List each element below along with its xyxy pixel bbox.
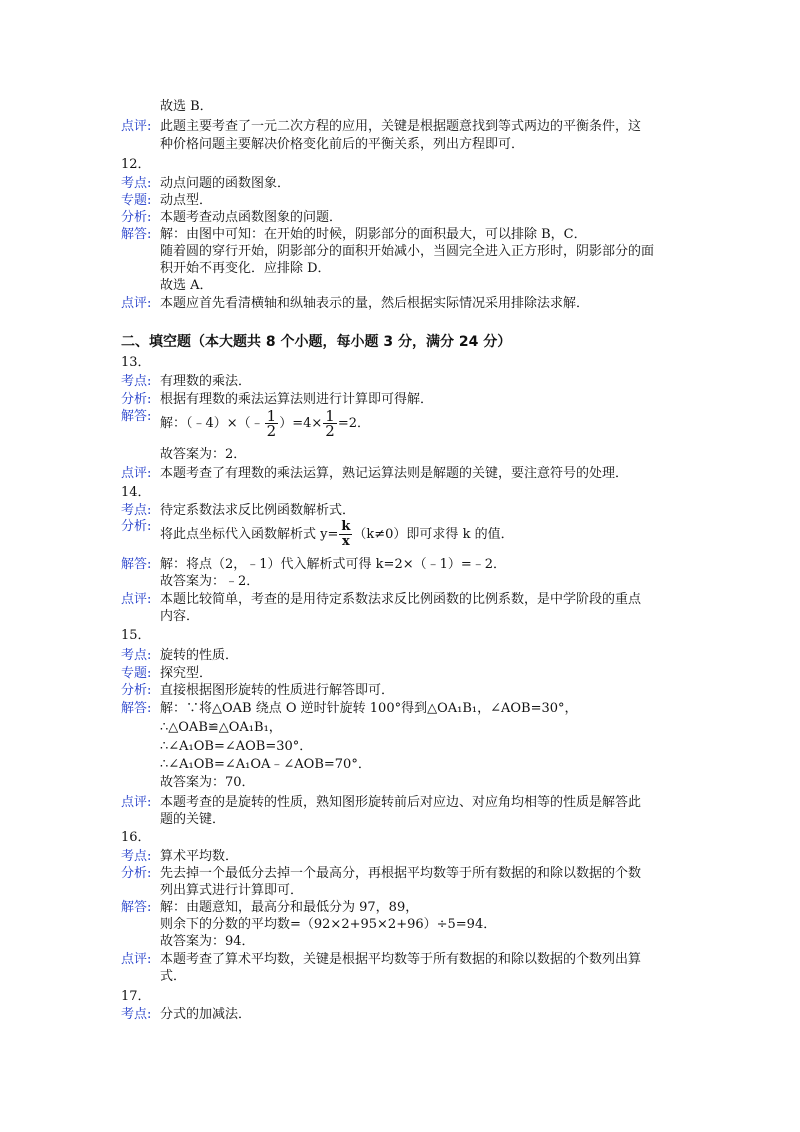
- comment-label: 点评:: [121, 795, 152, 810]
- q14-comment-line: 内容．: [160, 609, 200, 624]
- question-number: 12．: [121, 157, 151, 172]
- q15-answer: 故答案为：70．: [160, 775, 255, 790]
- fraction-numerator: k: [341, 519, 351, 534]
- point-label: 考点:: [121, 849, 152, 864]
- q13-solution-formula: [160, 409, 370, 439]
- question-number: 15．: [121, 628, 151, 643]
- topic-label: 专题:: [121, 666, 152, 681]
- fraction-numerator: 1: [266, 407, 277, 425]
- comment-label: 点评:: [121, 119, 152, 134]
- q15-topic: 探究型．: [160, 666, 213, 681]
- q14-solution: 解：将点（2，﹣1）代入解析式可得 k=2×（﹣1）=﹣2．: [160, 557, 507, 572]
- q16-analysis-line: 列出算式进行计算即可．: [160, 883, 304, 898]
- question-number: 17．: [121, 989, 151, 1004]
- top-comment-line: 种价格问题主要解决价格变化前后的平衡关系，列出方程即可．: [160, 137, 525, 152]
- q15-comment-line: 本题考查的是旋转的性质，熟知图形旋转前后对应边、对应角均相等的性质是解答此: [160, 795, 642, 810]
- q16-point: 算术平均数．: [160, 849, 239, 864]
- top-conclusion: 故选 B．: [160, 99, 213, 114]
- analysis-label: 分析:: [121, 392, 152, 407]
- analysis-label: 分析:: [121, 210, 152, 225]
- q12-point: 动点问题的函数图象．: [160, 176, 291, 191]
- q16-analysis-line: 先去掉一个最低分去掉一个最高分，再根据平均数等于所有数据的和除以数据的个数: [160, 866, 642, 881]
- q13-analysis: 根据有理数的乘法运算法则进行计算即可得解．: [160, 392, 434, 407]
- point-label: 考点:: [121, 648, 152, 663]
- fraction: [323, 409, 337, 438]
- analysis-label: 分析:: [121, 866, 152, 881]
- solution-label: 解答:: [121, 409, 152, 424]
- question-number: 16．: [121, 830, 151, 845]
- q16-solution-line: 解：由题意知，最高分和最低分为 97，89，: [160, 900, 419, 915]
- q12-comment: 本题应首先看清横轴和纵轴表示的量，然后根据实际情况采用排除法求解．: [160, 296, 590, 311]
- solution-label: 解答:: [121, 701, 152, 716]
- q13-answer: 故答案为：2．: [160, 447, 247, 462]
- q15-solution-line: 解：∵将△OAB 绕点 O 逆时针旋转 100°得到△OA₁B₁，∠AOB=30°，: [160, 701, 578, 716]
- topic-label: 专题:: [121, 193, 152, 208]
- q14-analysis-formula: [160, 520, 514, 550]
- q12-solution-line: 积开始不再变化．应排除 D．: [160, 261, 331, 276]
- q16-comment-line: 本题考查了算术平均数，关键是根据平均数等于所有数据的和除以数据的个数列出算: [160, 952, 642, 967]
- solution-label: 解答:: [121, 227, 152, 242]
- q17-point: 分式的加减法．: [160, 1007, 252, 1022]
- q14-analysis-suffix: （k≠0）即可求得 k 的值．: [353, 527, 514, 542]
- q15-solution-line: ∴∠A₁OB=∠A₁OA﹣∠AOB=70°．: [160, 757, 371, 772]
- q14-point: 待定系数法求反比例函数解析式．: [160, 503, 356, 518]
- fraction: [339, 520, 352, 549]
- q15-solution-line: ∴∠A₁OB=∠AOB=30°．: [160, 739, 313, 754]
- q12-solution-line: 故选 A．: [160, 278, 213, 293]
- analysis-label: 分析:: [121, 519, 152, 534]
- q13-solution-mid: ）=4×: [279, 416, 323, 431]
- q12-solution-line: 解：由图中可知：在开始的时候，阴影部分的面积最大，可以排除 B，C．: [160, 227, 587, 242]
- solution-label: 解答:: [121, 557, 152, 572]
- q13-solution-suffix: =2．: [337, 416, 370, 431]
- point-label: 考点:: [121, 503, 152, 518]
- question-number: 14．: [121, 485, 151, 500]
- q14-analysis-prefix: 将此点坐标代入函数解析式 y=: [160, 527, 339, 542]
- q15-analysis: 直接根据图形旋转的性质进行解答即可．: [160, 683, 395, 698]
- fraction-denominator: 2: [266, 422, 277, 440]
- q13-comment: 本题考查了有理数的乘法运算，熟记运算法则是解题的关键，要注意符号的处理．: [160, 466, 629, 481]
- fraction: [265, 409, 279, 438]
- comment-label: 点评:: [121, 952, 152, 967]
- question-number: 13．: [121, 355, 151, 370]
- q14-comment-line: 本题比较简单，考查的是用待定系数法求反比例函数的比例系数，是中学阶段的重点: [160, 592, 642, 607]
- point-label: 考点:: [121, 1007, 152, 1022]
- fraction-denominator: 2: [325, 422, 335, 440]
- q12-analysis: 本题考查动点函数图象的问题．: [160, 210, 343, 225]
- comment-label: 点评:: [121, 296, 152, 311]
- q12-solution-line: 随着圆的穿行开始，阴影部分的面积开始减小，当圆完全进入正方形时，阴影部分的面: [160, 244, 655, 259]
- q13-point: 有理数的乘法．: [160, 374, 252, 389]
- point-label: 考点:: [121, 374, 152, 389]
- fraction-numerator: 1: [325, 407, 335, 425]
- comment-label: 点评:: [121, 466, 152, 481]
- analysis-label: 分析:: [121, 683, 152, 698]
- top-comment-line: 此题主要考查了一元二次方程的应用，关键是根据题意找到等式两边的平衡条件，这: [160, 119, 642, 134]
- q16-answer: 故答案为：94．: [160, 934, 255, 949]
- section-heading: 二、填空题（本大题共 8 个小题，每小题 3 分，满分 24 分）: [121, 334, 512, 350]
- q16-comment-line: 式．: [160, 969, 187, 984]
- q15-point: 旋转的性质．: [160, 648, 239, 663]
- solution-label: 解答:: [121, 900, 152, 915]
- q15-comment-line: 题的关键．: [160, 812, 226, 827]
- q13-solution-prefix: 解：（﹣4）×（﹣: [160, 416, 264, 431]
- q14-answer: 故答案为：﹣2．: [160, 574, 260, 589]
- comment-label: 点评:: [121, 592, 152, 607]
- q16-solution-line: 则余下的分数的平均数=（92×2+95×2+96）÷5=94．: [160, 917, 497, 932]
- fraction-denominator: x: [339, 534, 352, 549]
- q12-topic: 动点型．: [160, 193, 213, 208]
- q15-solution-line: ∴△OAB≌△OA₁B₁，: [160, 720, 282, 735]
- point-label: 考点:: [121, 176, 152, 191]
